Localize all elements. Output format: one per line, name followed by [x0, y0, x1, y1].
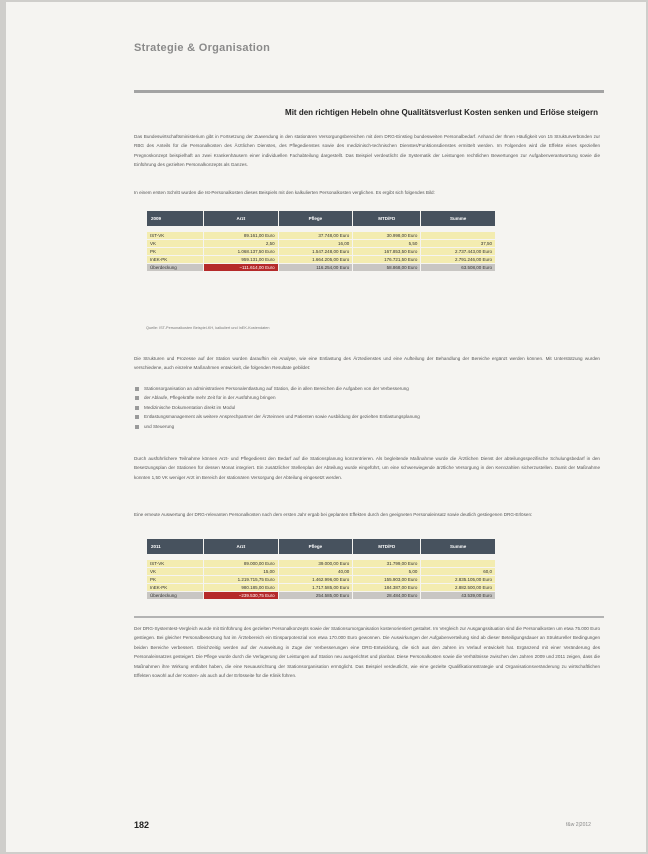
cell: VK: [147, 568, 203, 575]
cell: 2.737.443,00 Euro: [421, 248, 495, 255]
footer-issue: f&w 2|2012: [566, 822, 591, 828]
cell: 1.664.205,00 Euro: [279, 256, 353, 263]
cell: PK: [147, 248, 203, 255]
cell: IST-VK: [147, 560, 203, 567]
cell: 63.508,00 Euro: [421, 264, 495, 271]
cell: 184.387,00 Euro: [353, 584, 420, 591]
column-header: Pflege: [279, 539, 353, 554]
column-header: Arzt: [204, 539, 278, 554]
page-number: 182: [134, 820, 150, 830]
cell: IST-VK: [147, 232, 203, 239]
column-header: 2009: [147, 211, 203, 226]
table-header-row: [147, 539, 495, 554]
cell: InEK-PK: [147, 256, 203, 263]
intro-paragraph: Das Bundeswirtschaftsministerium gibt in Fortsetzung der Zuwendung in den stationären Versorgungsbereichen mit dem DRG-Einstieg bundesweiten Personalbedarf. Anhand der Ihnen Häufigkeit von 15 Strukturverbünden zur RBG des Anteils für die Personalkosten des Ärztlichen Dienstes, des Pflegedienstes sowie des medizinisch-technischen Dienstes/Funktionsdienstes ermittelt werden. Im Folgenden wird die Effekte eines speziellen Pregnoskonzept beispielhaft an zwei Krankenhäusern einer individuellen Fachabteilung dargestellt. Das Beispiel verdeutlicht die Systematik der Leistungen rechtlichen Bewertungen zur Aufgabenverantwortung sowie die Einführung des gezielten Personalkonzepts als Ganzes.: [134, 134, 600, 168]
cell: 155.903,00 Euro: [353, 576, 420, 583]
negative-cell: −239.530,75 Euro: [204, 592, 278, 599]
personnel-cost-table-2011: [146, 538, 496, 600]
measures-list: [134, 384, 600, 431]
cell: 2.882.500,00 Euro: [421, 584, 495, 591]
cell: [421, 232, 495, 239]
measures-paragraph: Die Strukturen und Prozesse auf der Station wurden daraufhin ein Analyse, wie eine Entlastung des Ärztedienstes und eine Aufteilung der Behandlung der Bereiche ergänzt werden können. Mit Unterstützung wurden verschiedene, auch einzelne Maßnahmen entwickelt, die folgenden Resultate gebildet:: [134, 356, 600, 371]
table-header-row: [147, 211, 495, 226]
article-headline: Mit den richtigen Hebeln ohne Qualitätsverlust Kosten senken und Erlöse steigern: [285, 108, 598, 117]
list-item: Medizinische Dokumentation direkt im Modul: [134, 403, 600, 412]
personnel-cost-table-2009: [146, 210, 496, 272]
cell: 1.462.996,00 Euro: [279, 576, 353, 583]
table-row: [147, 560, 495, 567]
cell: 5,00: [353, 568, 420, 575]
total-row: [147, 264, 495, 271]
cell: 43.539,00 Euro: [421, 592, 495, 599]
cell: Überdeckung: [147, 264, 203, 271]
cell: 30.998,00 Euro: [353, 232, 420, 239]
cell: 167.853,50 Euro: [353, 248, 420, 255]
cell: PK: [147, 576, 203, 583]
cell: 28.484,00 Euro: [353, 592, 420, 599]
cell: 37.748,00 Euro: [279, 232, 353, 239]
section-title: Strategie & Organisation: [134, 42, 271, 54]
cell: 60,0: [421, 568, 495, 575]
table-row: [147, 584, 495, 591]
header-rule: [134, 90, 604, 93]
closing-paragraph: Der DRG-Systemtest-Vergleich wurde mit Einführung des gezielten Personalkonzepts sowie der Stationsumorganisation kostenorientiert gestaltet. Im Vergleich zur Ausgangssituation sind die Personalkosten um etwa 75.000 Euro gestiegen. Bei gleicher Personalbesetzung hat im Ärztebereich ein Einsparpotenzial von etwa 170.000 Euro gewonnen. Die Auswirkungen der Aufgabenverteilung sind ab dieser Beteiligungsdauer an Struktureller Bedingungen beiden Bereiche verbessert. Gleichzeitig werden auf der Ausweitung in Zuge der Verbesserungen eine DRG-Entwicklung, die sich aus den Jahren im Verlauf entwickelt hat. Ergänzend mit einer Veränderung des Personaleinsatzes gesteigert. Die Pflege wurde durch die Verlagerung der Leistungen auf Station neu ausgerichtet und planbar. Diese Personalkosten sowie die Verhältnisse zwischen den Jahren 2009 und 2011 zeigen, dass die Maßnahmen ihre Wirkung entfaltet haben, die eine Neuausrichtung der Stationsorganisation ermöglicht. Das Beispiel verdeutlicht, wie eine gezielte Qualifikationsstrategie und Organisationsveränderung zu wirtschaftlichen Effekten sowohl auf der Kosten- als auch auf der Erlösseite für die Klinik führen.: [134, 626, 600, 679]
cell: 5,50: [353, 240, 420, 247]
cell: 1.717.585,00 Euro: [279, 584, 353, 591]
negative-cell: −111.614,00 Euro: [204, 264, 278, 271]
cell: 58.868,00 Euro: [353, 264, 420, 271]
cell: 980.185,00 Euro: [204, 584, 278, 591]
table-row: [147, 568, 495, 575]
column-header: Pflege: [279, 211, 353, 226]
column-header: Summe: [421, 211, 495, 226]
cell: VK: [147, 240, 203, 247]
cell: 89.161,00 Euro: [204, 232, 278, 239]
table2-lead-paragraph: Eine erneute Auswertung der DRG-relevanten Personalkosten nach dem ersten Jahr ergab bei geplanten Effekten durch den geeigneten Personaleinsatz sowie deutlich gestiegenen DRG-Erlösen:: [134, 512, 533, 517]
list-item: der Ablaufe, Pflegekräfte mehr Zeit für in der Ausführung bringen: [134, 393, 600, 402]
cell: 1.547.248,00 Euro: [279, 248, 353, 255]
cell: 15,00: [204, 568, 278, 575]
cell: 37,50: [421, 240, 495, 247]
cell: 31.799,00 Euro: [353, 560, 420, 567]
after-list-paragraph: Durch ausführlichere Teilnahme können Arzt- und Pflegedienst den Bedarf auf die Stationsplanung konzentrieren. Als begleitende Maßnahme wurde die Ärztlichen Dienst der abteilungsspezifische Schulungsbedarf in den Besetzungsplan der Stationen für dessen Monat integriert. Ein zusätzlicher Stellenplan der Abteilung wurde eingeführt, um eine schwerwiegende ärztliche Versorgung in den Kennzahlen sicherzustellen. Damit der Maßnahme konnten 1,50 VK weniger Arzt im Bereich der stationären Versorgung der Abteilung eingesetzt werden.: [134, 456, 600, 480]
column-header: Summe: [421, 539, 495, 554]
cell: 116.254,00 Euro: [279, 264, 353, 271]
table-row: [147, 232, 495, 239]
lead-in-paragraph: In einem ersten Schritt wurden die Ist-Personalkosten dieses Beispiels mit den kalkulierten Personalkosten verglichen. Es ergibt sich folgendes Bild:: [134, 190, 435, 195]
list-item: Entlastungsmanagement als weitere Ansprechpartner der Ärzteinnen und Patienten sowie Ausbildung der gezielten Entlastungsplanung: [134, 412, 600, 421]
total-row: [147, 592, 495, 599]
column-header: MTD/FD: [353, 539, 420, 554]
cell: 40,00: [279, 568, 353, 575]
cell: Überdeckung: [147, 592, 203, 599]
table-caption: Quelle: IST-Personalkosten Beispiel-KH, kalkuliert und InEK-Kostendaten: [146, 326, 270, 330]
table-row: [147, 256, 495, 263]
cell: 176.721,50 Euro: [353, 256, 420, 263]
cell: 16,00: [279, 240, 353, 247]
cell: InEK-PK: [147, 584, 203, 591]
cell: 254.585,00 Euro: [279, 592, 353, 599]
cell: 959.131,00 Euro: [204, 256, 278, 263]
section-divider: [134, 616, 604, 618]
cell: 1.219.715,75 Euro: [204, 576, 278, 583]
table-row: [147, 240, 495, 247]
cell: 2.791.246,00 Euro: [421, 256, 495, 263]
cell: 2.835.105,00 Euro: [421, 576, 495, 583]
list-item: Stationsorganisation an administrativen Personalentlastung auf Station, die in allen Bereichen die Aufgaben von der Verbesserung: [134, 384, 600, 393]
cell: 39.000,00 Euro: [279, 560, 353, 567]
column-header: 2011: [147, 539, 203, 554]
document-page: [6, 2, 646, 852]
cell: 1.068.137,50 Euro: [204, 248, 278, 255]
cell: [421, 560, 495, 567]
table-row: [147, 248, 495, 255]
list-item: und Steuerung: [134, 422, 600, 431]
table-row: [147, 576, 495, 583]
cell: 2,50: [204, 240, 278, 247]
cell: 89.000,00 Euro: [204, 560, 278, 567]
column-header: MTD/FD: [353, 211, 420, 226]
column-header: Arzt: [204, 211, 278, 226]
